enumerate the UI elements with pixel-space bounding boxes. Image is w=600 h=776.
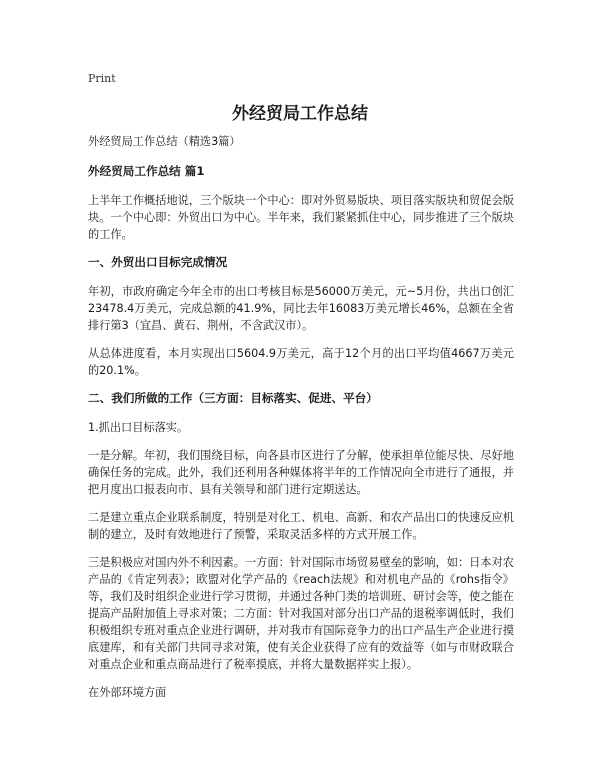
paragraph-7: 在外部环境方面 (88, 686, 167, 699)
paragraph-1: 年初，市政府确定今年全市的出口考核目标是56000万美元，元~5月份，共出口创汇23478.4万美元，完成总额的41.9%，同比去年16083万美元增长46%，总额在全省排行第3（宜昌、黄石、荆州，不含武汉市）。 (88, 285, 514, 332)
section-title: 外经贸局工作总结 篇1 (88, 164, 205, 178)
heading-2: 二、我们所做的工作（三方面：目标落实、促进、平台） (88, 391, 378, 405)
heading-1: 一、外贸出口目标完成情况 (88, 255, 228, 269)
paragraph-4: 一是分解。年初，我们围绕目标，向各县市区进行了分解，使承担单位能尽快、尽好地确保任务的完成。此外，我们还利用各种媒体将半年的工作情况向全市进行了通报，并把月度出口报表向市、县有关领导和部门进行定期送达。 (88, 449, 514, 496)
document-title: 外经贸局工作总结 (232, 104, 368, 124)
document-body (88, 133, 514, 712)
paragraph-intro: 上半年工作概括地说，三个版块一个中心：即对外贸易版块、项目落实版块和贸促会版块。一个中心即：外贸出口为中心。半年来，我们紧紧抓住中心，同步推进了三个版块的工作。 (88, 194, 514, 241)
paragraph-5: 二是建立重点企业联系制度，特别是对化工、机电、高新、和农产品出口的快速反应机制的建立，及时有效地进行了预警，采取灵活多样的方式开展工作。 (88, 511, 514, 541)
paragraph-2: 从总体进度看，本月实现出口5604.9万美元，高于12个月的出口平均值4667万美元的20.1%。 (88, 347, 514, 377)
paragraph-3: 1.抓出口目标落实。 (88, 421, 189, 434)
paragraph-6: 三是积极应对国内外不利因素。一方面：针对国际市场贸易壁垒的影响，如：日本对农产品的《肯定列表》；欧盟对化学产品的《reach法规》和对机电产品的《rohs指令》等，我们及时组织企业进行学习贯彻，并通过各种门类的培训班、研讨会等，使之能在提高产品附加值上寻求对策；二方面：针对我国对部分出口产品的退税率调低时，我们积极组织专班对重点企业进行调研，并对我市有国际竞争力的出口产品生产企业进行摸底建库，和有关部门共同寻求对策，使有关企业获得了应有的效益等（如与市财政联合对重点企业和重点商品进行了税率摸底，并将大量数据祥实上报）。 (88, 556, 514, 671)
print-label: Print (88, 72, 116, 85)
document-subtitle: 外经贸局工作总结（精选3篇） (88, 135, 241, 148)
